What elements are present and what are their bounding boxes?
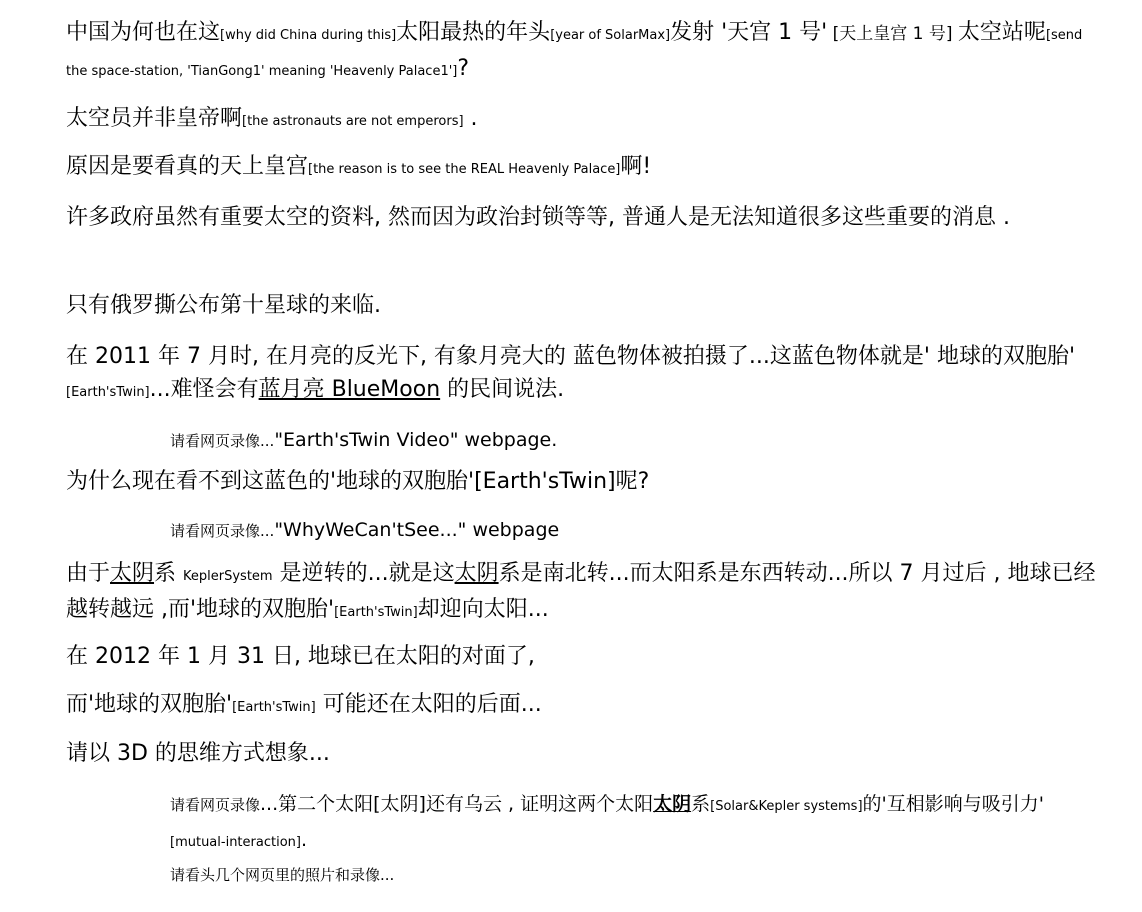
paragraph-3d-thinking: 请以 3D 的思维方式想象... [66, 741, 330, 766]
annotation: [Earth'sTwin] [334, 605, 418, 620]
text: . [300, 829, 308, 851]
text: 啊! [620, 154, 652, 179]
text: 请看网页录像 [170, 796, 261, 814]
annotation: [Solar&Kepler systems] [710, 799, 863, 814]
paragraph-video-note-1 [170, 423, 1100, 458]
paragraph-astronauts [66, 102, 1096, 138]
text: ? [457, 56, 470, 81]
text: 由于 [66, 561, 111, 586]
text: 太空站呢 [957, 20, 1046, 45]
paragraph-video-note-2 [170, 513, 1100, 548]
annotation: [Earth'sTwin] [66, 385, 150, 400]
text: 发射 '天宫 1 号' [670, 20, 828, 45]
paragraph-earths-twin [66, 340, 1096, 409]
paragraph-tiangong [66, 16, 1096, 88]
taiyin-link[interactable]: 太阴 [653, 793, 692, 815]
text: 系 [154, 561, 184, 586]
paragraph-photos-note [170, 857, 1100, 892]
annotation: [天上皇宫 1 号] [827, 24, 958, 44]
text: ...第二个太阳[太阴]还有乌云 , 证明这两个太阳 [260, 793, 654, 815]
text: 而'地球的双胞胎' [66, 692, 233, 717]
paragraph-governments: 许多政府虽然有重要太空的资料, 然而因为政治封锁等等, 普通人是无法知道很多这些重要的消息 . [66, 205, 1010, 230]
text: 系 [691, 793, 711, 815]
paragraph-russia: 只有俄罗撕公布第十星球的来临. [66, 293, 381, 318]
annotation: KeplerSystem [183, 569, 273, 584]
text: 系是南北转...而太阳系是东西转动...所以 7 月过后 , 地球已经越转越远 ,而'地球的双胞胎' [66, 561, 1096, 622]
text: 的'互相影响与吸引力' [862, 793, 1044, 815]
text: 太空员并非皇帝啊 [66, 106, 243, 131]
text: 原因是要看真的天上皇宫 [66, 154, 309, 179]
webpage-reference: "Earth'sTwin Video" webpage. [274, 429, 558, 451]
paragraph-behind-sun [66, 688, 1096, 724]
webpage-reference: "WhyWeCan'tSee..." webpage [274, 519, 560, 541]
text: ...难怪会有 [149, 377, 259, 402]
annotation: [the reason is to see the REAL Heavenly Palace] [308, 162, 621, 177]
text: 请看头几个网页里的照片和录像... [170, 866, 395, 884]
text: 太阳最热的年头 [396, 20, 551, 45]
text: 中国为何也在这 [66, 20, 221, 45]
text: . [463, 106, 478, 131]
text: 是逆转的...就是这 [272, 561, 455, 586]
taiyin-link[interactable]: 太阴 [110, 561, 155, 586]
text: 却迎向太阳... [417, 597, 549, 622]
paragraph-kepler-system [66, 557, 1096, 629]
paragraph-reason [66, 150, 1096, 186]
annotation: [mutual-interaction] [170, 835, 301, 850]
annotation: [Earth'sTwin] [232, 700, 316, 715]
taiyin-link[interactable]: 太阴 [454, 561, 499, 586]
text: 可能还在太阳的后面... [315, 692, 542, 717]
annotation: [the astronauts are not emperors] [242, 114, 464, 129]
annotation: [why did China during this] [220, 28, 397, 43]
annotation: [send the space-station, 'TianGong1' meaning 'Heavenly Palace1'] [66, 28, 1083, 79]
paragraph-why-not-visible: 为什么现在看不到这蓝色的'地球的双胞胎'[Earth'sTwin]呢? [66, 469, 650, 494]
text: 请看网页录像... [170, 432, 275, 450]
text: 请看网页录像... [170, 522, 275, 540]
paragraph-jan-2012: 在 2012 年 1 月 31 日, 地球已在太阳的对面了, [66, 644, 535, 669]
annotation: [year of SolarMax] [550, 28, 671, 43]
text: 在 2011 年 7 月时, 在月亮的反光下, 有象月亮大的 蓝色物体被拍摄了...这蓝色物体就是' 地球的双胞胎' [66, 344, 1075, 369]
text: 的民间说法. [440, 377, 565, 402]
blue-moon-link[interactable]: 蓝月亮 BlueMoon [258, 377, 441, 402]
paragraph-mutual-interaction [170, 787, 1100, 859]
